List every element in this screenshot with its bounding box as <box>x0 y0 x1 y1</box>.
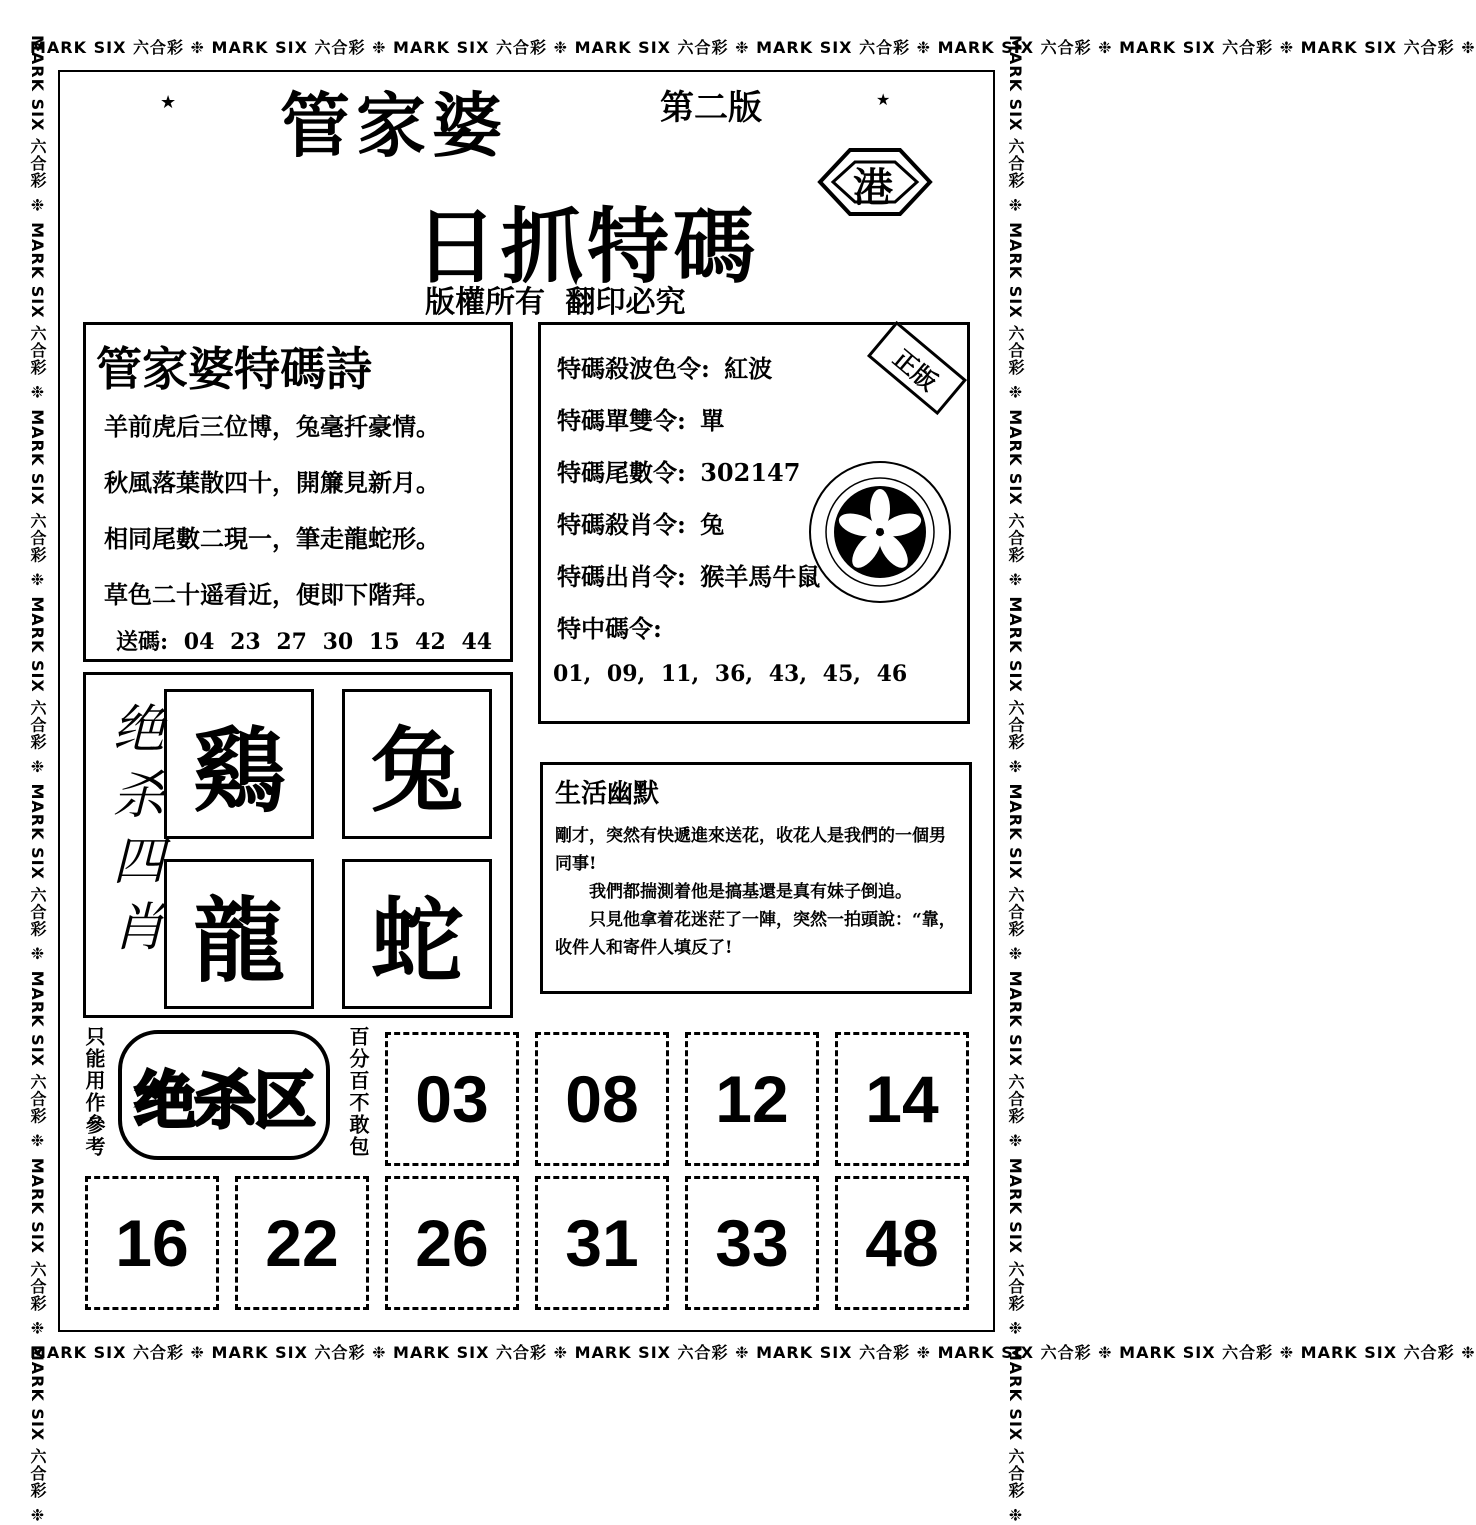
poem-line: 秋風落葉散四十，開簾見新月。 <box>104 468 440 497</box>
send-numbers <box>116 625 492 656</box>
kill-number: 33 <box>685 1176 819 1310</box>
kill-number: 22 <box>235 1176 369 1310</box>
poem-line: 羊前虎后三位博，兔毫扦豪情。 <box>104 412 440 441</box>
order-line <box>557 609 662 644</box>
kill-number: 31 <box>535 1176 669 1310</box>
copyright-notice: 版權所有 翻印必究 <box>425 285 686 320</box>
zodiac-cell: 鷄 <box>164 689 314 839</box>
genuine-stamp <box>867 321 967 415</box>
orders-box <box>538 322 970 724</box>
order-value: 紅波 <box>724 354 773 383</box>
order-line <box>557 453 800 488</box>
kill-number: 26 <box>385 1176 519 1310</box>
order-value: 兔 <box>700 510 725 539</box>
headline: 日抓特碼 <box>415 199 760 295</box>
humor-title: 生活幽默 <box>555 779 660 809</box>
humor-paragraph: 我們都揣測着他是搞基還是真有妹子倒追。 <box>589 882 912 902</box>
edition-label: 第二版 <box>660 88 762 128</box>
kill-number: 16 <box>85 1176 219 1310</box>
order-value: 單 <box>700 406 725 435</box>
send-label: 送碼: <box>116 629 169 655</box>
order-label: 特中碼令: <box>557 614 662 643</box>
humor-box <box>540 762 972 994</box>
kill-zodiac-box <box>83 672 513 1018</box>
order-line <box>557 505 724 540</box>
order-line <box>557 349 772 384</box>
badge-text: 港 <box>853 165 893 211</box>
kill-zone-left-note: 只能用作參考 <box>82 1026 106 1158</box>
kill-number: 03 <box>385 1032 519 1166</box>
poem-line: 草色二十遥看近，便即下階拜。 <box>104 580 440 609</box>
star-icon: ★ <box>160 92 177 113</box>
zodiac-cell: 兔 <box>342 689 492 839</box>
kill-number: 14 <box>835 1032 969 1166</box>
humor-paragraph: 剛才，突然有快遞進來送花，收花人是我們的一個男同事! <box>555 826 946 874</box>
order-label: 特碼出肖令: <box>557 562 686 591</box>
humor-paragraph: 只見他拿着花迷茫了一陣，突然一拍頭說：“靠，收件人和寄件人填反了! <box>555 910 956 958</box>
send-values: 04 23 27 30 15 42 44 <box>183 629 493 655</box>
kill-number: 12 <box>685 1032 819 1166</box>
poem-line: 相同尾數二現一，筆走龍蛇形。 <box>104 524 440 553</box>
order-line <box>557 401 724 436</box>
order-numbers: 01, 09, 11, 36, 43, 45, 46 <box>553 661 908 687</box>
star-icon: ★ <box>876 90 891 109</box>
kill-zone-title <box>118 1030 330 1160</box>
right-border-strip: MARK SIX 六合彩 ❉ MARK SIX 六合彩 ❉ MARK SIX 六合彩 ❉ MARK SIX 六合彩 ❉ MARK SIX 六合彩 ❉ MARK SIX 六合彩 ❉ MARK SIX 六合彩 ❉ MARK SIX 六合彩 ❉ <box>1006 35 1025 1525</box>
zodiac-cell: 龍 <box>164 859 314 1009</box>
left-border-strip: MARK SIX 六合彩 ❉ MARK SIX 六合彩 ❉ MARK SIX 六合彩 ❉ MARK SIX 六合彩 ❉ MARK SIX 六合彩 ❉ MARK SIX 六合彩 ❉ MARK SIX 六合彩 ❉ MARK SIX 六合彩 ❉ <box>28 35 47 1525</box>
stamp-text: 正版 <box>888 342 944 397</box>
order-value: 302147 <box>700 458 801 487</box>
publisher-title: 管家婆 <box>280 84 508 167</box>
bottom-border-strip: MARK SIX 六合彩 ❉ MARK SIX 六合彩 ❉ MARK SIX 六合彩 ❉ MARK SIX 六合彩 ❉ MARK SIX 六合彩 ❉ MARK SIX 六合彩 ❉ MARK SIX 六合彩 ❉ MARK SIX 六合彩 ❉ <box>30 1343 1476 1362</box>
order-label: 特碼單雙令: <box>557 406 686 435</box>
top-border-strip: MARK SIX 六合彩 ❉ MARK SIX 六合彩 ❉ MARK SIX 六合彩 ❉ MARK SIX 六合彩 ❉ MARK SIX 六合彩 ❉ MARK SIX 六合彩 ❉ MARK SIX 六合彩 ❉ MARK SIX 六合彩 ❉ <box>30 38 1476 57</box>
header <box>60 72 993 320</box>
order-label: 特碼尾數令: <box>557 458 686 487</box>
order-value: 猴羊馬牛鼠 <box>700 562 821 591</box>
kill-number: 08 <box>535 1032 669 1166</box>
hk-badge <box>815 142 935 222</box>
order-line <box>557 557 820 592</box>
kill-zone-title-text: 绝杀区 <box>133 1063 314 1137</box>
kill-number: 48 <box>835 1176 969 1310</box>
poem-title: 管家婆特碼詩 <box>96 342 372 396</box>
zodiac-cell: 蛇 <box>342 859 492 1009</box>
order-label: 特碼殺肖令: <box>557 510 686 539</box>
order-label: 特碼殺波色令: <box>557 354 710 383</box>
bauhinia-emblem-icon <box>807 459 953 605</box>
kill-zone-right-note: 百分百不敢包 <box>346 1026 370 1158</box>
poem-box <box>83 322 513 662</box>
kill-zodiac-side-label: 绝杀四肖 <box>103 701 163 965</box>
